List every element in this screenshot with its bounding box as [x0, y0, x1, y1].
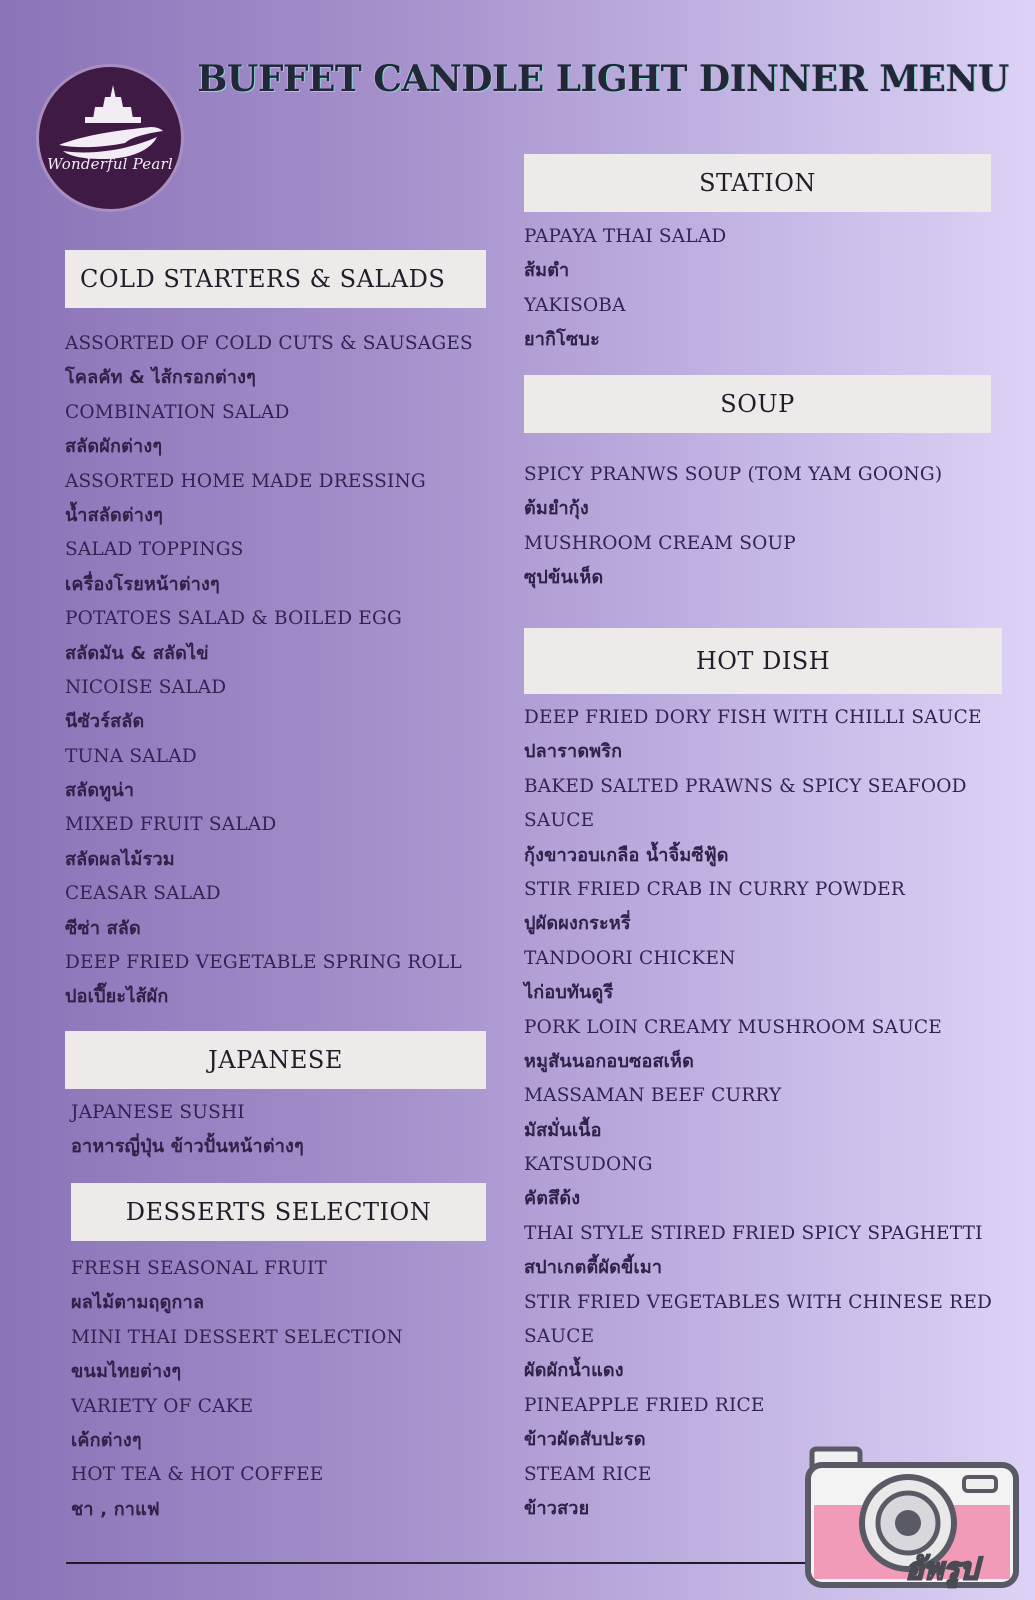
menu-item-en: YAKISOBA [524, 294, 626, 316]
watermark-text: อัพรูป [905, 1552, 979, 1587]
menu-item-en: KATSUDONG [524, 1154, 653, 1176]
camera-icon [804, 1445, 1024, 1595]
menu-item-th: สลัดมัน & สลัดไข่ [65, 642, 209, 664]
menu-item-th: ซุปข้นเห็ด [524, 567, 604, 589]
menu-item-th: หมูสันนอกอบซอสเห็ด [524, 1050, 694, 1072]
menu-item-th: เครื่องโรยหน้าต่างๆ [65, 573, 220, 595]
menu-item-th: ชา , กาแฟ [71, 1498, 160, 1520]
menu-item-en: PORK LOIN CREAMY MUSHROOM SAUCE [524, 1016, 942, 1038]
menu-item-th: สลัดผักต่างๆ [65, 436, 163, 458]
section-heading-hot-dish: HOT DISH [524, 628, 1002, 694]
menu-item-en: ASSORTED OF COLD CUTS & SAUSAGES [65, 333, 473, 354]
menu-item-th: ผัดผักน้ำแดง [524, 1360, 624, 1382]
menu-item-en: ASSORTED HOME MADE DRESSING [65, 470, 426, 492]
menu-item-th: สลัดผลไม้รวม [65, 848, 175, 870]
menu-item-en: VARIETY OF CAKE [71, 1395, 254, 1417]
menu-item-th: ซีซ่า สลัด [65, 917, 141, 939]
section-heading-station: STATION [524, 154, 991, 212]
menu-item-th: ปูผัดผงกระหรี่ [524, 913, 631, 935]
menu-item-en: JAPANESE SUSHI [71, 1102, 245, 1123]
menu-item-th: ข้าวผัดสับปะรด [524, 1429, 646, 1451]
menu-item-en: COMBINATION SALAD [65, 401, 290, 423]
menu-item-th: ต้มยำกุ้ง [524, 498, 589, 520]
section-heading-desserts: DESSERTS SELECTION [71, 1183, 486, 1241]
menu-item-en: PAPAYA THAI SALAD [524, 226, 727, 247]
menu-item-en: DEEP FRIED DORY FISH WITH CHILLI SAUCE [524, 707, 982, 728]
menu-item-th: โคลคัท & ไส้กรอกต่างๆ [65, 367, 257, 389]
menu-item-en: SPICY PRANWS SOUP (TOM YAM GOONG) [524, 464, 943, 485]
menu-item-en: BAKED SALTED PRAWNS & SPICY SEAFOOD [524, 775, 967, 797]
menu-item-en: PINEAPPLE FRIED RICE [524, 1394, 765, 1416]
boat-temple-icon [39, 67, 184, 212]
menu-item-th: ปลาราดพริก [524, 741, 623, 763]
page-title: BUFFET CANDLE LIGHT DINNER MENU [197, 58, 1009, 100]
menu-item-en: TUNA SALAD [65, 745, 197, 767]
menu-item-th: สปาเกตตี้ผัดขี้เมา [524, 1257, 663, 1279]
logo-text: Wonderful Pearl [47, 155, 173, 173]
menu-item-en: SALAD TOPPINGS [65, 539, 244, 561]
menu-item-th: ยากิโซบะ [524, 329, 600, 351]
station-list [524, 220, 726, 358]
menu-item-en: CEASAR SALAD [65, 883, 221, 905]
menu-item-en: TANDOORI CHICKEN [524, 947, 736, 969]
menu-item-th: ปอเปี๊ยะไส้ผัก [65, 986, 169, 1008]
menu-item-en: MUSHROOM CREAM SOUP [524, 532, 796, 554]
menu-item-th: ข้าวสวย [524, 1497, 590, 1519]
section-heading-cold-starters: COLD STARTERS & SALADS [65, 250, 486, 308]
menu-item-th: ผลไม้ตามฤดูกาล [71, 1292, 205, 1314]
menu-item-en: MASSAMAN BEEF CURRY [524, 1085, 782, 1107]
japanese-list [71, 1096, 304, 1165]
menu-item-en: FRESH SEASONAL FRUIT [71, 1258, 328, 1279]
bottom-divider [66, 1562, 886, 1564]
menu-item-en: NICOISE SALAD [65, 676, 227, 698]
cold-starters-list [65, 327, 473, 1015]
menu-item-en: DEEP FRIED VEGETABLE SPRING ROLL [65, 952, 462, 974]
menu-item-th: ส้มตำ [524, 260, 570, 282]
menu-item-th: สลัดทูน่า [65, 780, 135, 802]
menu-item-en-cont: SAUCE [524, 1326, 595, 1348]
section-heading-japanese: JAPANESE [65, 1031, 486, 1089]
menu-item-th: นีซัวร์สลัด [65, 711, 145, 733]
menu-item-th: คัตสึด้ง [524, 1188, 581, 1210]
menu-item-th: ขนมไทยต่างๆ [71, 1361, 182, 1383]
menu-item-th: มัสมั่นเนื้อ [524, 1119, 602, 1141]
hot-dish-list [524, 701, 992, 1526]
menu-item-en: THAI STYLE STIRED FRIED SPICY SPAGHETTI [524, 1222, 983, 1244]
brand-logo [36, 64, 184, 212]
menu-item-th: น้ำสลัดต่างๆ [65, 504, 163, 526]
soup-list [524, 458, 942, 596]
menu-item-en: STEAM RICE [524, 1463, 652, 1485]
menu-item-en: POTATOES SALAD & BOILED EGG [65, 608, 402, 630]
menu-item-th: ไก่อบทันดูรี [524, 982, 614, 1004]
menu-item-th: เค้กต่างๆ [71, 1429, 142, 1451]
menu-item-en: HOT TEA & HOT COFFEE [71, 1464, 324, 1486]
desserts-list [71, 1252, 403, 1527]
menu-item-en: MINI THAI DESSERT SELECTION [71, 1326, 403, 1348]
menu-item-en-cont: SAUCE [524, 810, 595, 832]
menu-item-th: อาหารญี่ปุ่น ข้าวปั้นหน้าต่างๆ [71, 1136, 304, 1158]
section-heading-soup: SOUP [524, 375, 991, 433]
menu-item-en: STIR FRIED CRAB IN CURRY POWDER [524, 878, 905, 900]
menu-item-en: MIXED FRUIT SALAD [65, 814, 277, 836]
menu-item-th: กุ้งขาวอบเกลือ น้ำจิ้มซีฟู้ด [524, 844, 729, 866]
menu-item-en: STIR FRIED VEGETABLES WITH CHINESE RED [524, 1291, 993, 1313]
